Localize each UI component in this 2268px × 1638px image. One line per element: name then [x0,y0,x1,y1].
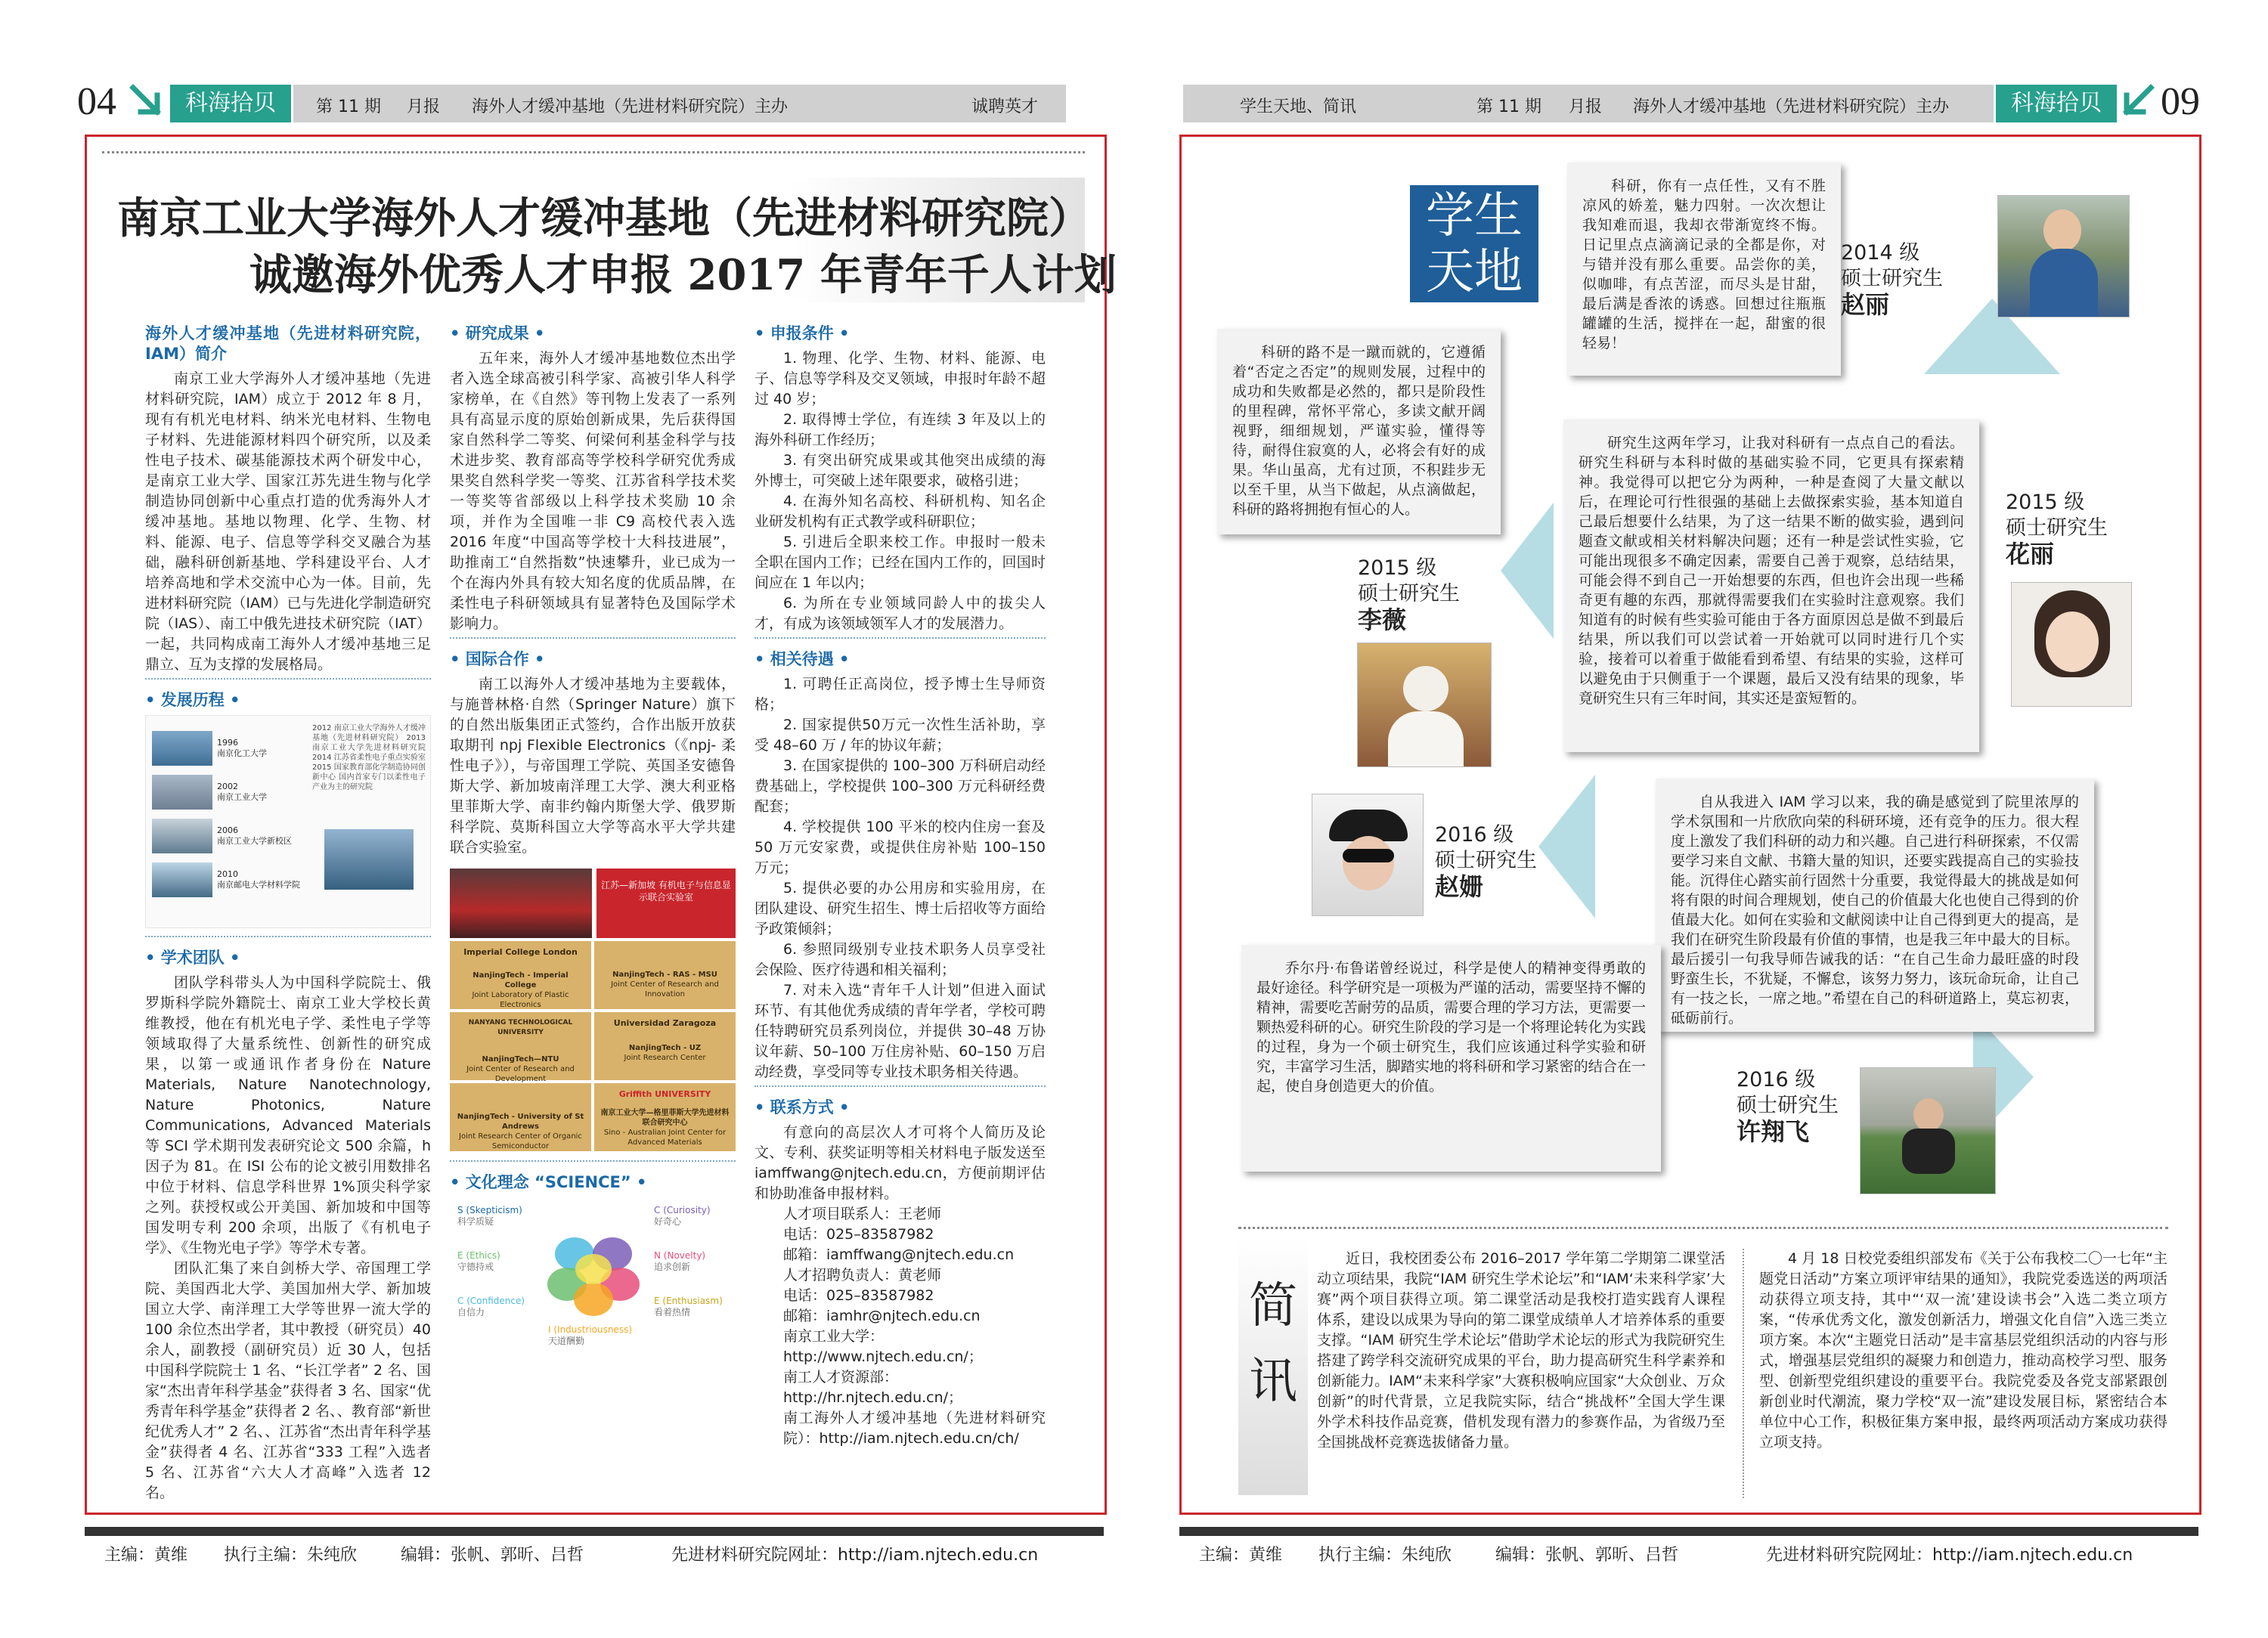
footer-editors: 编辑：张帆、郭昕、吕哲 [401,1546,584,1565]
arrow-down-left-icon [2119,83,2155,119]
website-link[interactable]: http://hr.njtech.edu.cn/； [783,1389,963,1406]
student-name: 李薇 [1358,605,1407,634]
divider [450,1160,736,1162]
footer-website[interactable]: 先进材料研究院网址：http://iam.njtech.edu.cn [1766,1546,2133,1565]
research-heading: • 研究成果 • [450,324,545,342]
student-info-zhaoshan [1435,822,1537,902]
footer-editor: 主编：黄维 [1199,1546,1283,1565]
lab-partner: Universidad Zaragoza [613,1018,717,1028]
intro-text: 南京工业大学海外人才缓冲基地（先进材料研究院，IAM）成立于 2012 年 8 月，现有有机光电材料、纳米光电材料、生物电子材料、先进能源材料四个研究所，以及柔性电子技术、碳基能源技术两个研发中心，是南京工业大学、国家江苏先进生物与化学制造协同创新中心重点打造的优秀海外人才缓冲基地。基地以物理、化学、生物、材料、能源、电子、信息等学科交叉融合为基础，融科研创新基地、学科建设平台、人才培养高地和学术交流中心为一体。目前，先进材料研究院（IAM）已与先进化学制造研究院（IAS）、南工中俄先进技术研究院（IAT）一起，共同构成南工海外人才缓冲基地三足鼎立、互为支撑的发展格局。 [145,370,431,673]
issue-number: 第 11 期 [316,98,381,116]
student-quote-huali [1563,420,1979,752]
footer-editors: 编辑：张帆、郭昕、吕哲 [1495,1546,1679,1565]
intl-heading: • 国际合作 • [450,650,545,668]
lab-sub: Joint Research Center [624,1054,706,1062]
title-line: 讯 [1249,1354,1297,1410]
connector-triangle [1538,775,1595,918]
section-name: 学生天地、简讯 [1240,98,1357,116]
intl-photo-row [450,869,736,938]
divider [450,637,736,639]
headline-line1: 南京工业大学海外人才缓冲基地（先进材料研究院） [117,194,1091,243]
footer-website[interactable]: 先进材料研究院网址：http://iam.njtech.edu.cn [671,1546,1039,1565]
lab-logo [594,1083,736,1151]
title-top-rule [102,151,1085,153]
lab-logo [594,1012,736,1080]
history-year: 1996 [217,738,238,748]
history-year: 2010 [217,869,238,879]
history-label: 南京工业大学新校区 [217,836,292,846]
lab-logo [450,1083,591,1151]
science-meaning: 守德持戒 [457,1262,494,1272]
news-divider [1743,1249,1744,1498]
news-text: 4 月 18 日校党委组织部发布《关于公布我校二〇一七年“主题党日活动”方案立项评审结果的通知》，我院党委选送的两项活动获得立项支持，其中“‘双一流’建设读书会”入选二类立项方案，“传承优秀文化，激发创新活力，增强文化自信”入选三类立项方案。本次“主题党日活动”是丰富基层党组织活动的内容与形式，增强基层党组织的凝聚力和创造力，推动高校学习型、服务型、创新型党组织建设的重要平台。我院党委及各党支部紧跟创新创业时代潮流，聚力学校“双一流”建设发展目标，紧密结合本单位中心工作，积极征集方案申报，最终两项活动方案成功获得立项支持。 [1759,1250,2167,1451]
issue-number: 第 11 期 [1476,98,1541,116]
contact-line: 人才项目联系人：王老师 [783,1206,942,1222]
science-letter: E (Ethics) [457,1250,500,1261]
science-item [654,1205,711,1228]
website-link[interactable]: http://www.njtech.edu.cn/； [783,1348,983,1365]
student-quote-liwei [1217,329,1501,534]
benefit-item: 2. 国家提供50万元一次性生活补助，享受 48–60 万 / 年的协议年薪； [754,717,1046,754]
lab-partner: Griffith UNIVERSITY [618,1089,711,1099]
page-number: 04 [77,80,116,123]
footer-bar [1179,1527,2198,1536]
benefit-item: 6. 参照同级别专业技术职务人员享受社会保险、医疗待遇和相关福利； [754,941,1046,978]
flower-icon [544,1228,643,1318]
title-line: 学生 [1426,188,1523,244]
history-item [152,775,311,810]
lab-name: NanjingTech - UZ [628,1044,702,1052]
student-name: 花丽 [2006,540,2055,568]
science-item [457,1296,525,1318]
signing-photo [450,869,592,938]
connector-triangle [1501,503,1554,639]
student-year: 2015 级 [1358,556,1437,580]
contact-email-link[interactable]: 邮箱：iamhr@njtech.edu.cn [783,1308,981,1324]
lab-name: NanjingTech - Imperial College [472,971,569,989]
science-meaning: 好奇心 [654,1216,682,1227]
column-logo: 科海拾贝 [1996,85,2117,122]
sponsor-text: 海外人才缓冲基地（先进材料研究院）主办 [472,98,789,116]
contact-heading: • 联系方式 • [754,1098,850,1116]
student-info-huali [2006,490,2108,569]
student-year: 2016 级 [1737,1068,1816,1091]
footer-exec-editor: 执行主编：朱纯欣 [1318,1546,1452,1565]
column-logo: 科海拾贝 [170,85,291,122]
science-letter: C (Curiosity) [654,1205,711,1215]
team-heading: • 学术团队 • [145,949,240,967]
quote-text: 研究生这两年学习，让我对科研有一点点自己的看法。研究生科研与本科时做的基础实验不同，它更具有探索精神。我觉得可以把它分为两种，一种是查阅了大量文献以后，在理论可行性很强的基础上去做探索实验，基本知道自己最后想要什么结果，为了这一结果不断的做实验，遇到问题查文献或相关材料解决问题；还有一种是尝试性实验，它可能出现很多不确定因素，需要自己善于观察，总结结果，可能会得不到自己一开始想要的东西，但也许会出现一些稀奇更有趣的东西，那就得需要我们在实验时注意观察。我们知道有的时候有些实验可能由于各方面原因总是做不到最后结果，所以我们可以尝试着一开始就可以同时进行几个实验，接着可以着重于做能看到希望、有结果的实验，这样可以避免由于只侧重于一个课题，最后又没有结果的现象，毕竟研究生只有三年时间，其实还是蛮短暂的。 [1579,435,1964,707]
requirements-heading: • 申报条件 • [754,324,850,342]
sponsor-text: 海外人才缓冲基地（先进材料研究院）主办 [1633,98,1950,116]
student-photo [1312,794,1424,916]
team-text-1: 团队学科带头人为中国科学院院士、俄罗斯科学院外籍院士、南京工业大学校长黄维教授，他在有机光电子学、柔性电子学等领域取得了大量系统性、创新性的研究成果，以第一或通讯作者身份在 Nature Materials, Nature Nanotechnology, Nature Photonics, Nature Communications, Advanced Materials 等 SCI 学术期刊发表研究论文 500 余篇，h 因子为 81。在 ISI 公布的论文被引用数排名中位于材料、信息学科世界 1%顶尖科学家之列。获授权或公开美国、新加坡和中国等国发明专利 200 余项，出版了《有机电子学》、《生物光电子学》等学术专著。 [145,974,431,1256]
lab-sub: Joint Research Center of Organic Semiconductor [459,1132,582,1150]
history-label: 南京邮电大学材料学院 [217,880,300,890]
team-text-2: 团队汇集了来自剑桥大学、帝国理工学院、美国西北大学、美国加州大学、新加坡国立大学、南洋理工大学等世界一流大学的 100 余位杰出学者，其中教授（研究员）40 余人，副教授（副研究员）近 30 人，包括中国科学院院士 1 名、“长江学者” 2 名、国家“杰出青年科学基金”获得者 3 名、国家“优秀青年科学基金”获得者 2 名、、教育部“新世纪优秀人才” 2 名、、江苏省“杰出青年科学基金”获得者 4 名、江苏省“333 工程”入选者 5 名、江苏省“六大人才高峰”入选者 12 名。 [145,1260,431,1501]
title-block [102,178,1117,302]
requirement-item: 6. 为所在专业领域同龄人中的拔尖人才，有成为该领域领军人才的发展潜力。 [754,595,1046,632]
lab-sub: Joint Center of Research and Development [466,1065,575,1083]
section-name: 诚聘英才 [971,98,1039,116]
science-letter: S (Skepticism) [457,1205,522,1215]
contact-email-link[interactable]: 邮箱：iamffwang@njtech.edu.cn [783,1246,1015,1263]
quote-text: 科研的路不是一蹴而就的，它遵循着“否定之否定”的规则发展，过程中的成功和失败都是必然的，都只是阶段性的里程碑，常怀平常心，多读文献开阔视野，细细规划，严谨实验，懂得等待，耐得住寂寞的人，必将会有好的成果。华山虽高，尤有过顶，不积跬步无以至千里，从当下做起，从点滴做起，科研的路将拥抱有恒心的人。 [1232,344,1486,518]
contact-line: 电话：025–83587982 [783,1226,934,1243]
footer-exec-editor: 执行主编：朱纯欣 [224,1546,358,1565]
divider [754,1085,1046,1087]
science-letter: N (Novelty) [654,1250,706,1261]
contact-line: 南工人才资源部： [783,1369,899,1386]
website-link[interactable]: 南工海外人才缓冲基地（先进材料研究院）：http://iam.njtech.edu.cn/ch/ [783,1410,1046,1447]
contact-line: 人才招聘负责人：黄老师 [783,1267,942,1283]
student-info-xuxiangfei [1737,1067,1839,1147]
student-degree: 硕士研究生 [1737,1094,1839,1117]
benefit-item: 7. 对未入选“青年千人计划”但进入面试环节、有其他优秀成绩的青年学者，学校可聘任特聘研究员系列岗位，并提供 30–48 万协议年薪、50–100 万住房补贴、60–150 万启动经费，享受同等专业技术职务相关待遇。 [754,982,1046,1080]
science-meaning: 科学质疑 [457,1216,494,1227]
news-title [1238,1238,1308,1495]
science-meaning: 自信力 [457,1307,485,1318]
student-degree: 硕士研究生 [1358,582,1460,605]
building-photo [324,829,414,890]
requirement-item: 1. 物理、化学、生物、材料、能源、电子、信息等学科及交叉领域，申报时年龄不超过 40 岁； [754,350,1046,407]
benefit-item: 5. 提供必要的办公用房和实验用房，在团队建设、研究生招生、博士后招收等方面给予政策倾斜； [754,880,1046,937]
headline-line2: 诚邀海外优秀人才申报 2017 年青年千人计划 [249,250,1117,300]
student-photo [1997,195,2130,317]
science-item [548,1324,632,1347]
student-degree: 硕士研究生 [2006,516,2108,540]
page-number: 09 [2161,80,2200,123]
footer-bar [85,1527,1104,1536]
quote-text: 乔尔丹·布鲁诺曾经说过，科学是使人的精神变得勇敢的最好途径。科学研究是一项极为严谨的活动，需要坚持不懈的精神，需要吃苦耐劳的品质，需要合理的学习方法，更需要一颗热爱科研的心。研究生阶段的学习是一个将理论转化为实践的过程，身为一个硕士研究生，我们应该通过科学实验和研究，丰富学习生活，脚踏实地的将科研和学习紧密的结合在一起，使自身创造更大的价值。 [1256,960,1646,1095]
contact-line: 电话：025–83587982 [783,1287,934,1304]
news-item-2 [1759,1249,2167,1453]
history-item [152,731,311,766]
student-name: 许翔飞 [1737,1117,1810,1146]
lab-name: 南京工业大学—格里菲斯大学先进材料联合研究中心 [600,1109,730,1127]
lab-logo [594,941,736,1009]
right-page [1134,0,2268,1638]
arrow-down-right-icon [129,83,165,119]
contact-links [754,1347,1046,1449]
intro-heading: 海外人才缓冲基地（先进材料研究院，IAM）简介 [145,324,431,363]
student-quote-xuxiangfei [1241,945,1661,1172]
history-label: 南京工业大学 [217,792,267,802]
student-photo [1357,643,1492,767]
student-year: 2014 级 [1841,241,1920,265]
research-text: 五年来，海外人才缓冲基地数位杰出学者入选全球高被引科学家、高被引华人科学家榜单，在《自然》等刊物上发表了一系列具有高显示度的原始创新成果，先后获得国家自然科学二等奖、何梁何利基金科学与技术进步奖、教育部高等学校科学研究优秀成果奖自然科学奖一等奖、江苏省科学技术奖一等奖等省部级以上科学技术奖励 10 余项，并作为全国唯一非 C9 高校代表入选 2016 年度“中国高等学校十大科技进展”，助推南工“自然指数”快速攀升，业已成为一个在海内外具有较大知名度的优质品牌，在柔性电子科研领域具有显著特色及国际学术影响力。 [450,350,736,632]
history-year: 2002 [217,782,238,791]
history-item [152,862,311,897]
student-photo [1860,1067,1996,1194]
student-year: 2015 级 [2006,491,2085,514]
lab-partner: NANYANG TECHNOLOGICAL UNIVERSITY [468,1019,573,1036]
news-item-1 [1317,1249,1725,1453]
requirement-item: 2. 取得博士学位，有连续 3 年及以上的海外科研工作经历； [754,411,1046,448]
issue-period: 月报 [1569,98,1603,116]
science-item [654,1250,705,1273]
quote-text: 自从我进入 IAM 学习以来，我的确是感觉到了院里浓厚的学术氛围和一片欣欣向荣的科研环境，还有竞争的压力。很大程度上激发了我们科研的动力和兴趣。自己进行科研探索，不仅需要学习来自文献、书籍大量的知识，还要实践提高自己的实验技能。沉得住心踏实前行固然十分重要，我觉得最大的挑战是如何将有限的时间合理规划，使自己的价值最大化也使自己得到的价值最大化。如何在实验和文献阅读中让自己得到更大的提高，是我们在研究生阶段最有价值的事情，也是我三年中最大的目标。最后援引一句我导师告诫我的话：“在自己生命力最旺盛的时段野蛮生长，不犹疑，不懈怠，该努力努力，该玩命玩命，让自己有一技之长，一席之地。”希望在自己的科研道路上，莫忘初衷，砥砺前行。 [1671,794,2079,1026]
student-info-liwei [1358,556,1460,635]
lab-banner: 江苏—新加坡 有机电子与信息显示联合实验室 [596,869,736,938]
science-item [457,1250,500,1273]
student-degree: 硕士研究生 [1435,849,1537,872]
lab-name: NanjingTech - University of St Andrews [457,1113,584,1131]
science-item [654,1296,723,1318]
history-figure [145,715,431,928]
divider [754,637,1046,639]
intl-text: 南工以海外人才缓冲基地为主要载体，与施普林格·自然（Springer Nature）旗下的自然出版集团正式签约，合作出版开放获取期刊 npj Flexible Electronics（《npj- 柔性电子》），与帝国理工学院、英国圣安德鲁斯大学、新加坡南洋理工大学、澳大利亚格里菲斯大学、南非约翰内斯堡大学、俄罗斯科学院、莫斯科国立大学等高水平大学共建联合实验室。 [450,676,736,856]
column-2 [450,324,736,1348]
lab-partner: Imperial College London [463,947,578,957]
student-info-zhaoli [1841,240,1943,320]
lab-name: NanjingTech—NTU [482,1055,559,1064]
requirement-item: 4. 在海外知名高校、科研机构、知名企业研发机构有正式教学或科研职位； [754,493,1046,530]
lab-logo [450,941,591,1009]
student-name: 赵丽 [1841,290,1890,319]
lab-sub: Joint Laboratory of Plastic Electronics [472,991,569,1009]
news-top-rule [1238,1227,2168,1229]
history-label: 南京化工大学 [217,748,267,758]
history-item [152,819,311,853]
student-quote-zhaoshan [1656,779,2094,1032]
lab-logo-grid [450,941,736,1151]
history-timeline [152,731,311,897]
lab-sub: Joint Center of Research and Innovation [611,980,719,999]
quote-text: 科研，你有一点任性，又有不胜凉风的娇羞，魅力四射。一次次想让我知难而退，我却衣带渐宽终不悔。日记里点点滴滴记录的全都是你，对与错并没有那么重要。品尝你的美，似咖啡，有点苦涩，而尽头是甘甜，最后满是香浓的诱惑。回想过往瓶瓶罐罐的生活，搅拌在一起，甜蜜的很轻易！ [1582,178,1826,351]
science-meaning: 看着热情 [654,1307,691,1318]
student-degree: 硕士研究生 [1841,267,1943,290]
benefits-heading: • 相关待遇 • [754,650,850,668]
history-year: 2006 [217,825,238,835]
lab-sub: Sino - Australian Joint Center for Advanced Materials [603,1129,727,1147]
divider [145,678,431,680]
title-line: 简 [1249,1278,1297,1334]
science-meaning: 天道酬勤 [548,1336,585,1346]
benefit-item: 4. 学校提供 100 平米的校内住房一套及 50 万元安家费，或提供住房补贴 100–150 万元； [754,819,1046,876]
science-diagram [450,1197,736,1348]
benefit-item: 3. 在国家提供的 100–300 万科研启动经费基础上，学校提供 100–300 万元科研经费配套； [754,757,1046,815]
science-letter: I (Industriousness) [548,1324,632,1335]
footer-editor: 主编：黄维 [104,1546,188,1565]
benefit-item: 1. 可聘任正高岗位，授予博士生导师资格； [754,676,1046,713]
science-letter: E (Enthusiasm) [654,1296,723,1306]
history-right-text: 2012 南京工业大学海外人才缓冲基地（先进材料研究院） 2013 南京工业大学先进材料研究院 2014 江苏省柔性电子重点实验室 2015 国家教育部化学制造协同创新中心 国内首家专门以柔性电子产业为主的研究院 [312,724,426,791]
contact-intro: 有意向的高层次人才可将个人简历及论文、专利、获奖证明等相关材料电子版发送至 iamffwang@njtech.edu.cn，方便前期评估和协助准备申报材料。 [754,1124,1046,1202]
requirement-item: 5. 引进后全职来校工作。申报时一般未全职在国内工作；已经在国内工作的，回国时间应在 1 年以内； [754,534,1046,591]
culture-heading: • 文化理念 “SCIENCE” • [450,1173,647,1191]
contact-list [754,1204,1046,1347]
student-corner-title [1410,185,1538,302]
science-item [457,1205,522,1228]
science-letter: C (Confidence) [457,1296,525,1306]
column-1 [145,324,431,1503]
contact-line: 南京工业大学： [783,1328,885,1345]
student-year: 2016 级 [1435,823,1514,847]
student-photo [2011,582,2132,707]
lab-logo [450,1012,591,1083]
student-name: 赵姗 [1435,872,1484,901]
science-meaning: 追求创新 [654,1262,691,1272]
student-quote-zhaoli [1567,163,1841,376]
column-3 [754,324,1046,1449]
requirement-item: 3. 有突出研究成果或其他突出成绩的海外博士，可突破上述年限要求，破格引进； [754,452,1046,489]
lab-name: NanjingTech - RAS - MSU [612,971,717,979]
issue-period: 月报 [407,98,441,116]
divider [145,936,431,937]
title-line: 天地 [1426,244,1523,300]
news-text: 近日，我校团委公布 2016–2017 学年第二学期第二课堂活动立项结果，我院“IAM 研究生学术论坛”和“IAM‘未来科学家’大赛”两个项目获得立项。第二课堂活动是我校打造实践育人课程体系，建设以成果为导向的第二课堂成绩单人才培养体系的重要支撑。“IAM 研究生学术论坛”借助学术论坛的形式为我院研究生搭建了跨学科交流研究成果的平台，助力提高研究生科学素养和创新能力。IAM“未来科学家”大赛积极响应国家“大众创业、万众创新”的时代背景，立足我院实际，结合“挑战杯”全国大学生课外学术科技作品竞赛，借机发现有潜力的参赛作品，为省级乃至全国挑战杯竞赛选拔储备力量。 [1317,1250,1725,1451]
history-heading: • 发展历程 • [145,691,240,709]
